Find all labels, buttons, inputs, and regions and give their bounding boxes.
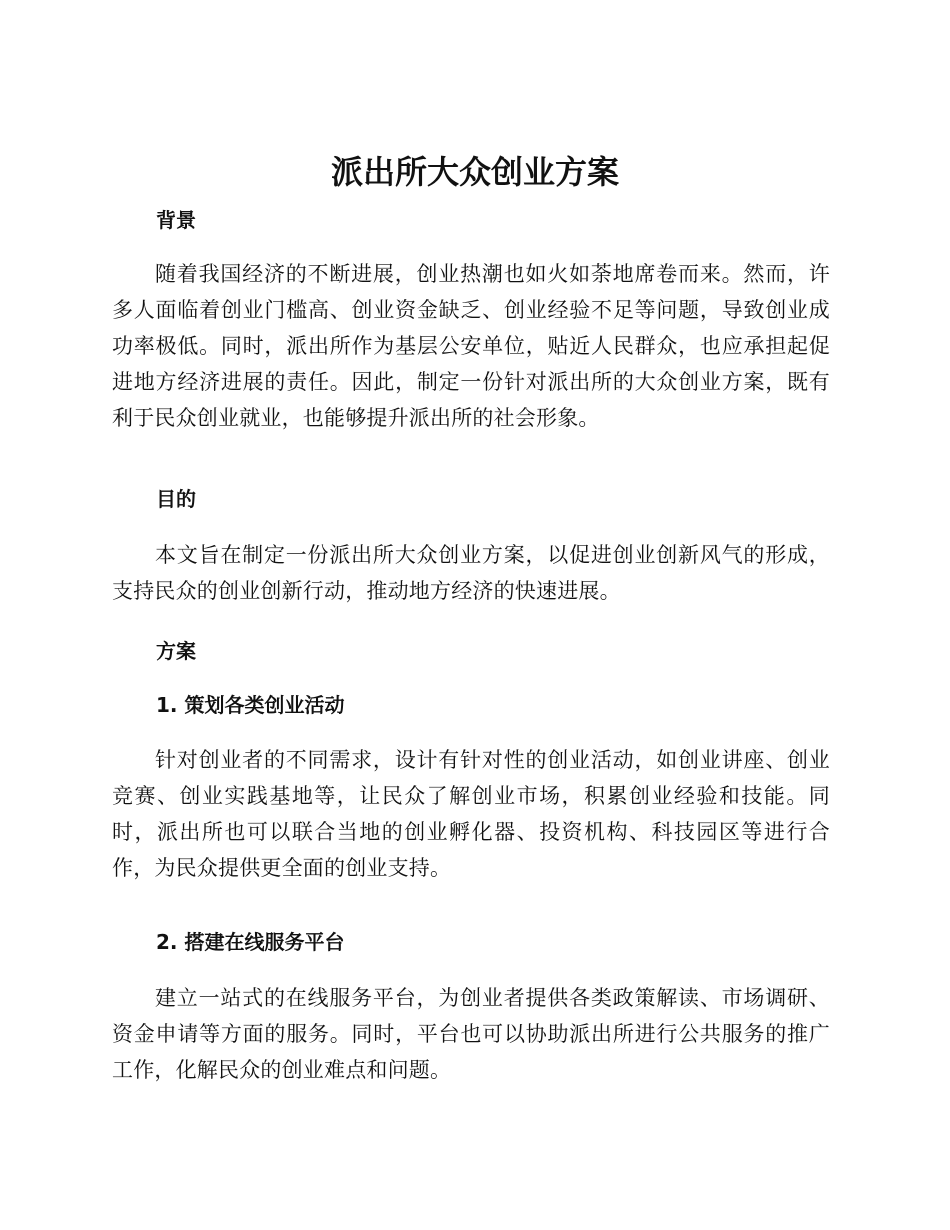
section-paragraph-background: 随着我国经济的不断进展，创业热潮也如火如荼地席卷而来。然而，许多人面临着创业门槛高、创业资金缺乏、创业经验不足等问题，导致创业成功率极低。同时，派出所作为基层公安单位，贴近人民群众，也应承担起促进地方经济进展的责任。因此，制定一份针对派出所的大众创业方案，既有利于民众创业就业，也能够提升派出所的社会形象。 (112, 262, 830, 430)
section-heading-background: 背景 (156, 208, 196, 232)
document-title: 派出所大众创业方案 (330, 153, 619, 191)
section-paragraph-plan-item-2: 建立一站式的在线服务平台，为创业者提供各类政策解读、市场调研、资金申请等方面的服务。同时，平台也可以协助派出所进行公共服务的推广工作，化解民众的创业难点和问题。 (112, 986, 830, 1082)
section-heading-purpose: 目的 (156, 487, 196, 511)
section-paragraph-plan-item-1: 针对创业者的不同需求，设计有针对性的创业活动，如创业讲座、创业竞赛、创业实践基地等，让民众了解创业市场，积累创业经验和技能。同时，派出所也可以联合当地的创业孵化器、投资机构、科技园区等进行合作，为民众提供更全面的创业支持。 (112, 748, 830, 880)
section-heading-plan: 方案 (156, 639, 196, 663)
section-heading-plan-item-2: 2. 搭建在线服务平台 (156, 930, 345, 954)
section-heading-plan-item-1: 1. 策划各类创业活动 (156, 693, 345, 717)
section-paragraph-purpose: 本文旨在制定一份派出所大众创业方案，以促进创业创新风气的形成，支持民众的创业创新行动，推动地方经济的快速进展。 (112, 543, 830, 603)
